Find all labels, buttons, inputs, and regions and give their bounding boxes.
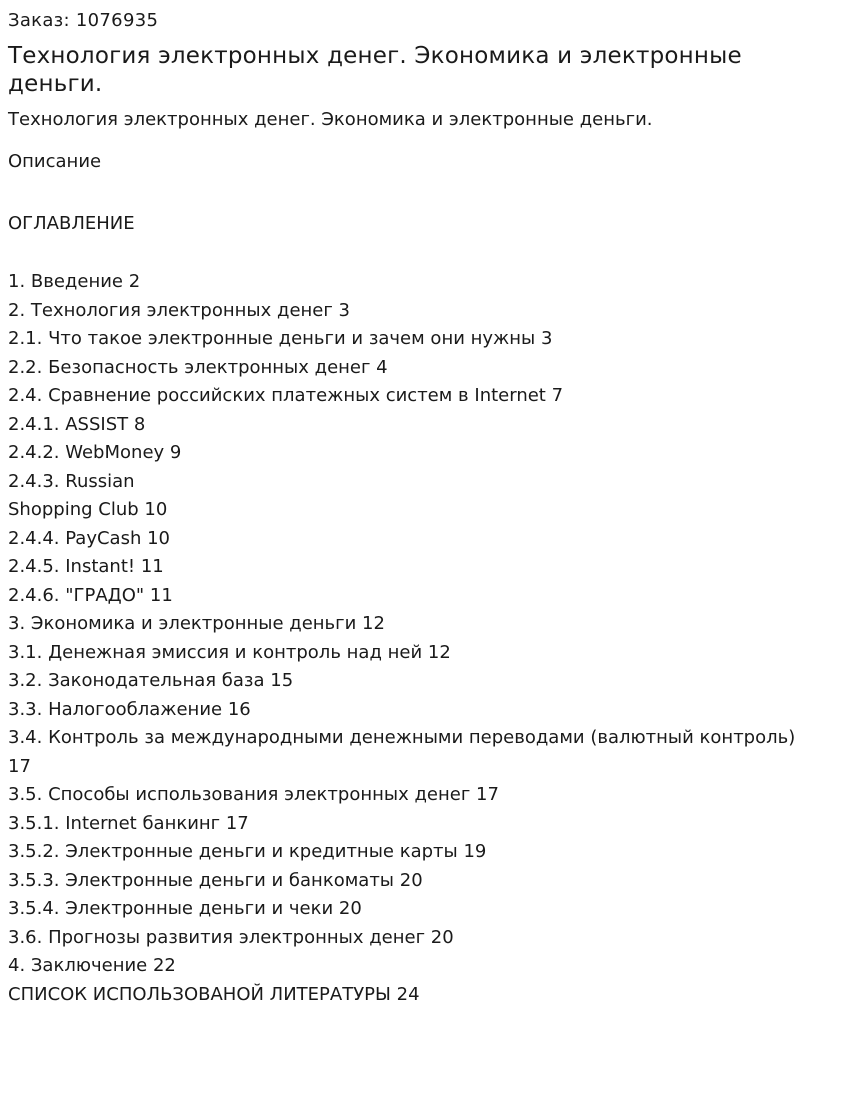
toc-item: Shopping Club 10	[8, 499, 168, 520]
toc-item: 17	[8, 755, 31, 777]
toc-item: 3.5.4. Электронные деньги и чеки 20	[8, 898, 362, 919]
toc-item: 3.5.3. Электронные деньги и банкоматы 20	[8, 869, 423, 891]
page-subtitle: Технология электронных денег. Экономика и электронные деньги.	[8, 109, 653, 130]
toc-item: 2.2. Безопасность электронных денег 4	[8, 356, 388, 378]
toc-heading: ОГЛАВЛЕНИЕ	[8, 213, 135, 234]
toc-item: 3.1. Денежная эмиссия и контроль над ней 12	[8, 641, 451, 663]
toc-item: 2.1. Что такое электронные деньги и зачем они нужны 3	[8, 328, 553, 349]
page-title: Технология электронных денег. Экономика и электронные деньги.	[8, 43, 742, 97]
toc-item: 3.6. Прогнозы развития электронных денег 20	[8, 926, 454, 948]
toc-item: СПИСОК ИСПОЛЬЗОВАНОЙ ЛИТЕРАТУРЫ 24	[8, 983, 420, 1005]
toc-item: 2.4.3. Russian	[8, 470, 135, 492]
toc-item: 3.5.1. Internet банкинг 17	[8, 812, 249, 834]
order-number: Заказ: 1076935	[8, 10, 159, 31]
toc-item: 2. Технология электронных денег 3	[8, 299, 350, 321]
toc-item: 4. Заключение 22	[8, 955, 176, 976]
toc-item: 3.5.2. Электронные деньги и кредитные карты 19	[8, 841, 487, 862]
toc-item: 2.4.4. PayCash 10	[8, 527, 170, 549]
toc-item: 2.4.1. ASSIST 8	[8, 413, 146, 435]
toc-item: 3.5. Способы использования электронных денег 17	[8, 784, 499, 805]
table-of-contents	[8, 268, 839, 1009]
toc-item: 3.2. Законодательная база 15	[8, 670, 294, 691]
toc-item: 2.4.6. "ГРАДО" 11	[8, 584, 173, 606]
toc-item: 1. Введение 2	[8, 271, 141, 292]
description-heading: Описание	[8, 151, 102, 172]
toc-item: 2.4.2. WebMoney 9	[8, 442, 182, 463]
toc-item: 3.4. Контроль за международными денежными переводами (валютный контроль)	[8, 727, 796, 748]
toc-item: 3.3. Налогооблажение 16	[8, 698, 251, 720]
toc-item: 2.4.5. Instant! 11	[8, 556, 164, 577]
toc-item: 2.4. Сравнение российских платежных систем в Internet 7	[8, 385, 564, 406]
toc-item: 3. Экономика и электронные деньги 12	[8, 613, 385, 634]
